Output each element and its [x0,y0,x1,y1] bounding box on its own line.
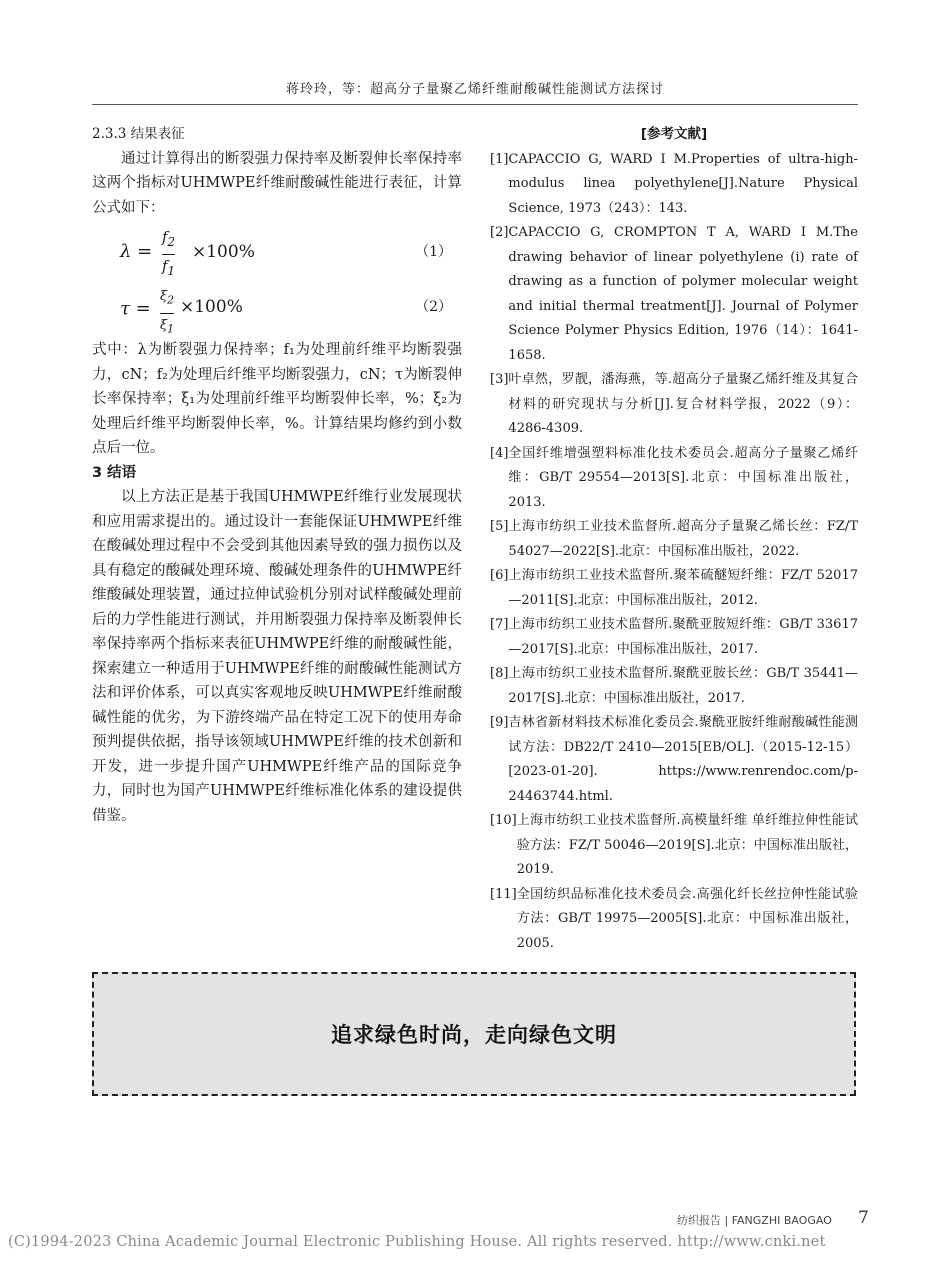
reference-label: [8] [490,666,509,681]
eq2-number: （2） [415,299,452,315]
reference-text: 上海市纺织工业技术监督所.聚酰亚胺长丝：GB/T 35441—2017[S].北京：中国标准出版社，2017. [508,666,858,706]
eq2-denominator: ξ [160,318,168,334]
eq1-number: （1） [415,244,452,260]
eq1-denominator: f [162,259,168,276]
reference-label: [11] [490,886,517,902]
eq2-rest: ×100% [180,297,243,317]
reference-label: [7] [490,617,509,632]
reference-label: [2] [490,225,509,240]
reference-item [490,711,858,809]
reference-text: 全国纺织品标准化技术委员会.高强化纤长丝拉伸性能试验方法：GB/T 19975—2005[S].北京：中国标准出版社，2005. [516,886,858,951]
eq2-numerator: ξ [160,289,168,304]
eq1-fraction [162,226,175,284]
eq2-denominator-sub: 1 [167,322,175,336]
where-paragraph: 式中：λ为断裂强力保持率；f₁为处理前纤维平均断裂强力，cN；f₂为处理后纤维平均断裂强力，cN；τ为断裂伸长率保持率；ξ₁为处理前纤维平均断裂伸长率，%；ξ₂为处理后纤维平均断裂伸长率，%。计算结果均修约到小数点后一位。 [92,342,462,456]
reference-label: [10] [490,813,517,828]
section-2-3-3-heading: 2.3.3 结果表征 [92,126,185,142]
reference-label: [6] [490,568,509,583]
reference-item [490,221,858,368]
reference-text: 上海市纺织工业技术监督所.聚酰亚胺短纤维：GB/T 33617—2017[S].北京：中国标准出版社，2017. [508,617,858,657]
eq1-numerator-sub: 2 [167,234,176,249]
reference-label: [1] [490,151,509,167]
reference-label: [3] [490,372,509,387]
reference-text: 上海市纺织工业技术监督所.超高分子量聚乙烯长丝：FZ/T 54027—2022[S].北京：中国标准出版社，2022. [508,519,858,559]
reference-label: [9] [490,715,509,730]
journal-name: 纺织报告 | FANGZHI BAOGAO [677,1214,832,1227]
equation-2 [92,283,462,338]
reference-item [490,809,858,883]
reference-item [490,515,858,564]
reference-item [490,368,858,442]
copyright-notice: (C)1994-2023 China Academic Journal Electronic Publishing House. All rights reserved. http://www.cnki.net [8,1234,826,1250]
eq1-numerator: f [162,230,168,246]
reference-text: 吉林省新材料技术标准化委员会.聚酰亚胺纤维耐酸碱性能测试方法：DB22/T 2410—2015[EB/OL].（2015-12-15）[2023-01-20]. https://www.renrendoc.com/p-24463744.html. [508,715,858,804]
reference-item [490,613,858,662]
slogan-text: 追求绿色时尚，走向绿色文明 [331,1023,617,1047]
reference-list [490,148,858,957]
slogan-banner [92,972,856,1096]
reference-label: [4] [490,445,509,461]
reference-label: [5] [490,519,509,534]
reference-text: 全国纤维增强塑料标准化技术委员会.超高分子量聚乙烯纤维：GB/T 29554—2013[S].北京：中国标准出版社，2013. [508,445,858,510]
intro-paragraph: 通过计算得出的断裂强力保持率及断裂伸长率保持率这两个指标对UHMWPE纤维耐酸碱性能进行表征，计算公式如下： [92,150,462,216]
reference-item [490,662,858,711]
references-title: [参考文献] [640,126,708,142]
eq1-rest: ×100% [192,242,255,262]
reference-text: 上海市纺织工业技术监督所.聚苯硫醚短纤维：FZ/T 52017—2011[S].北京：中国标准出版社，2012. [508,568,858,608]
reference-item [490,442,858,516]
left-column [92,122,462,828]
eq1-denominator-sub: 1 [167,264,176,279]
reference-text: 叶卓然，罗靓，潘海燕，等.超高分子量聚乙烯纤维及其复合材料的研究现状与分析[J].复合材料学报，2022（9）：4286-4309. [508,372,858,436]
references-column [490,122,858,956]
section-3-heading: 3 结语 [92,464,137,481]
page-number: 7 [858,1208,869,1228]
reference-text: CAPACCIO G, CROMPTON T A, WARD I M.The drawing behavior of linear polyethylene (i) rate of drawing as a function of polymer molecular weight and initial thermal treatment[J]. Journal of Polymer Science Polymer Physics Edition, 1976（14）：1641-1658. [508,225,858,363]
reference-item [490,883,858,957]
equation-1 [92,226,462,281]
reference-text: 上海市纺织工业技术监督所.高模量纤维 单纤维拉伸性能试验方法：FZ/T 50046—2019[S].北京：中国标准出版社，2019. [516,813,858,877]
reference-text: CAPACCIO G, WARD I M.Properties of ultra-high-modulus linea polyethylene[J].Nature Physical Science, 1973（243）：143. [508,151,858,216]
eq2-lhs: τ = [120,298,151,319]
eq1-lhs: λ = [120,241,153,262]
eq2-numerator-sub: 2 [167,293,175,307]
eq2-fraction [160,285,174,342]
conclusion-paragraph: 以上方法正是基于我国UHMWPE纤维行业发展现状和应用需求提出的。通过设计一套能保证UHMWPE纤维在酸碱处理过程中不会受到其他因素导致的强力损伤以及具有稳定的酸碱处理环境、酸碱处理条件的UHMWPE纤维酸碱处理装置，通过拉伸试验机分别对试样酸碱处理前后的力学性能进行测试，并用断裂强力保持率及断裂伸长率保持率两个指标来表征UHMWPE纤维的耐酸碱性能，探索建立一种适用于UHMWPE纤维的耐酸碱性能测试方法和评价体系，可以真实客观地反映UHMWPE纤维耐酸碱性能的优劣，为下游终端产品在特定工况下的使用寿命预判提供依据，指导该领域UHMWPE纤维的技术创新和开发，进一步提升国产UHMWPE纤维产品的国际竞争力，同时也为国产UHMWPE纤维标准化体系的建设提供借鉴。 [92,489,462,824]
reference-item [490,564,858,613]
reference-item [490,148,858,222]
header-rule [92,104,858,105]
running-header: 蒋玲玲，等：超高分子量聚乙烯纤维耐酸碱性能测试方法探讨 [285,82,664,97]
